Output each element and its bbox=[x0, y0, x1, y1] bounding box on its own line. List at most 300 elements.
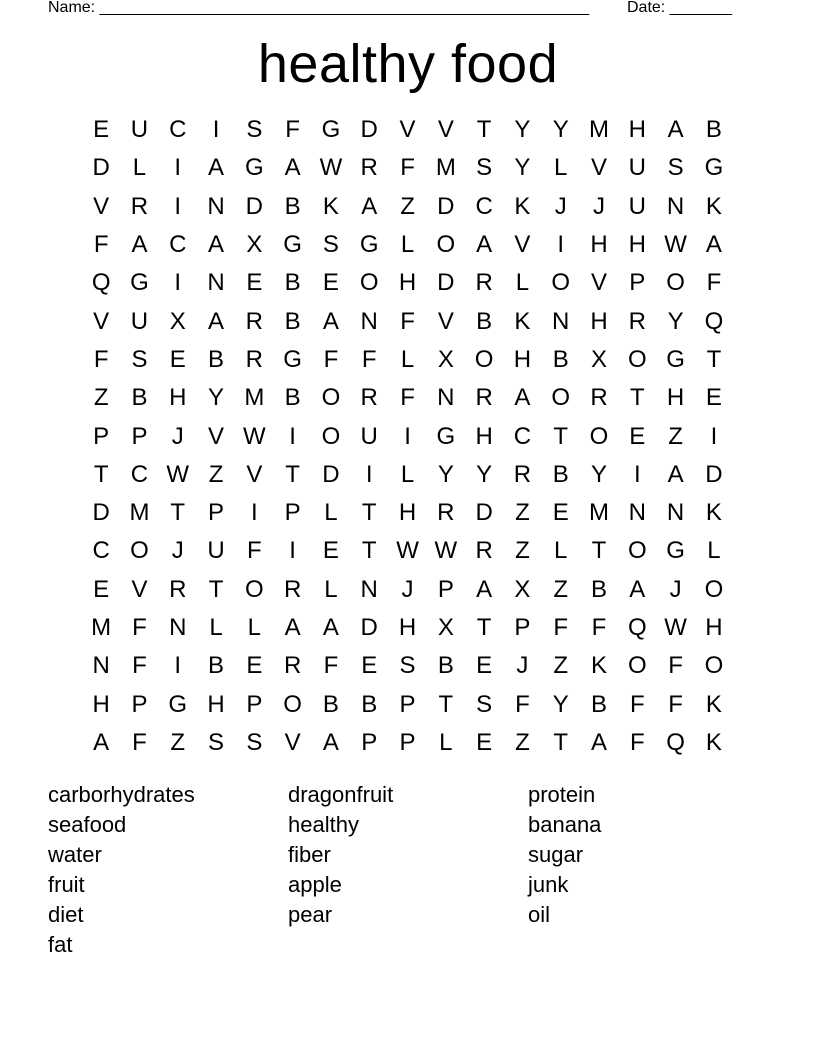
grid-letter: H bbox=[628, 116, 646, 144]
grid-letter: I bbox=[212, 116, 220, 144]
grid-letter: B bbox=[208, 345, 225, 373]
grid-letter: P bbox=[514, 614, 531, 641]
grid-letter: C bbox=[169, 231, 187, 259]
grid-row bbox=[82, 571, 733, 609]
grid-letter: U bbox=[360, 422, 378, 450]
grid-letter: T bbox=[285, 460, 300, 488]
grid-letter: N bbox=[360, 307, 378, 335]
grid-row bbox=[82, 532, 733, 570]
word-bank-item: fat bbox=[48, 932, 73, 957]
grid-letter: O bbox=[551, 269, 571, 297]
grid-letter: A bbox=[284, 154, 301, 182]
grid-letter: S bbox=[131, 345, 148, 373]
grid-row bbox=[82, 188, 733, 226]
grid-letter: V bbox=[591, 269, 608, 297]
grid-letter: M bbox=[129, 499, 150, 527]
grid-letter: F bbox=[323, 345, 339, 373]
grid-letter: E bbox=[246, 269, 263, 297]
grid-letter: R bbox=[475, 269, 493, 297]
grid-letter: F bbox=[132, 614, 147, 641]
grid-letter: T bbox=[629, 384, 645, 412]
word-bank bbox=[48, 780, 768, 960]
grid-letter: R bbox=[283, 652, 302, 680]
grid-row bbox=[82, 341, 733, 379]
word-bank-item: healthy bbox=[288, 812, 359, 837]
grid-letter: E bbox=[169, 345, 186, 373]
grid-row bbox=[82, 494, 733, 532]
grid-letter: E bbox=[93, 116, 110, 144]
grid-letter: F bbox=[629, 690, 645, 718]
grid-letter: A bbox=[667, 116, 684, 144]
grid-letter: F bbox=[132, 652, 147, 680]
grid-letter: Q bbox=[704, 307, 724, 335]
grid-letter: H bbox=[475, 422, 493, 450]
grid-letter: B bbox=[552, 460, 569, 488]
grid-letter: N bbox=[666, 192, 685, 220]
grid-letter: R bbox=[245, 307, 263, 335]
grid-letter: F bbox=[668, 652, 683, 680]
grid-letter: D bbox=[360, 614, 378, 641]
grid-letter: S bbox=[667, 154, 684, 182]
grid-row bbox=[82, 724, 733, 762]
grid-letter: I bbox=[174, 269, 182, 297]
grid-letter: E bbox=[246, 652, 263, 680]
grid-letter: H bbox=[92, 690, 110, 718]
grid-letter: X bbox=[246, 231, 263, 259]
page-title: healthy food bbox=[257, 34, 559, 94]
grid-row bbox=[82, 264, 733, 302]
grid-letter: O bbox=[436, 231, 456, 259]
word-bank-item: carborhydrates bbox=[48, 782, 195, 807]
grid-letter: H bbox=[590, 307, 608, 335]
grid-letter: V bbox=[93, 192, 110, 220]
grid-letter: B bbox=[591, 575, 608, 603]
grid-letter: L bbox=[400, 345, 415, 373]
grid-letter: B bbox=[208, 652, 225, 680]
grid-letter: F bbox=[93, 345, 109, 373]
grid-letter: M bbox=[244, 384, 265, 412]
grid-letter: A bbox=[705, 231, 722, 259]
grid-letter: J bbox=[171, 537, 184, 565]
grid-letter: E bbox=[322, 537, 339, 565]
grid-letter: T bbox=[93, 460, 109, 488]
grid-letter: W bbox=[243, 422, 266, 450]
grid-letter: L bbox=[515, 269, 530, 297]
grid-letter: A bbox=[131, 231, 148, 259]
grid-letter: Y bbox=[514, 116, 531, 144]
grid-letter: V bbox=[591, 154, 608, 182]
grid-letter: O bbox=[321, 422, 341, 450]
grid-letter: E bbox=[476, 728, 493, 756]
grid-letter: Y bbox=[514, 154, 531, 182]
grid-letter: Y bbox=[667, 307, 684, 335]
grid-letter: F bbox=[706, 269, 722, 297]
grid-letter: J bbox=[171, 422, 184, 450]
grid-letter: A bbox=[322, 307, 339, 335]
grid-letter: H bbox=[590, 231, 608, 259]
grid-letter: R bbox=[590, 384, 608, 412]
grid-letter: V bbox=[246, 460, 263, 488]
grid-letter: C bbox=[513, 422, 532, 450]
word-bank-item: protein bbox=[528, 782, 596, 807]
grid-letter: Z bbox=[208, 460, 224, 488]
grid-letter: F bbox=[247, 537, 262, 565]
grid-letter: M bbox=[589, 116, 609, 144]
grid-letter: F bbox=[400, 384, 415, 412]
grid-letter: F bbox=[400, 154, 415, 182]
grid-letter: R bbox=[628, 307, 646, 335]
grid-letter: G bbox=[436, 422, 456, 450]
grid-letter: I bbox=[404, 422, 411, 450]
grid-letter: G bbox=[130, 269, 149, 297]
grid-letter: Q bbox=[627, 614, 647, 641]
grid-letter: F bbox=[400, 307, 415, 335]
grid-letter: G bbox=[359, 231, 379, 259]
grid-letter: A bbox=[591, 728, 608, 756]
grid-letter: H bbox=[398, 269, 417, 297]
grid-letter: Z bbox=[515, 499, 530, 527]
grid-letter: Z bbox=[170, 728, 186, 756]
grid-letter: R bbox=[513, 460, 532, 488]
grid-letter: C bbox=[169, 116, 187, 144]
grid-letter: G bbox=[245, 154, 264, 182]
grid-letter: B bbox=[131, 384, 148, 412]
grid-letter: A bbox=[322, 728, 339, 756]
grid-letter: Y bbox=[437, 460, 454, 488]
grid-letter: Z bbox=[553, 575, 569, 603]
grid-letter: B bbox=[284, 269, 301, 297]
grid-letter: Q bbox=[666, 728, 685, 756]
grid-letter: O bbox=[474, 345, 494, 373]
grid-letter: Q bbox=[91, 269, 111, 297]
grid-letter: S bbox=[476, 154, 493, 182]
grid-letter: T bbox=[361, 499, 377, 527]
grid-letter: O bbox=[551, 384, 571, 412]
grid-letter: M bbox=[589, 499, 609, 527]
grid-letter: D bbox=[475, 499, 493, 527]
grid-row bbox=[82, 111, 733, 149]
grid-letter: S bbox=[208, 728, 225, 756]
grid-letter: H bbox=[705, 614, 723, 641]
grid-letter: D bbox=[705, 460, 723, 488]
grid-letter: I bbox=[289, 422, 296, 450]
grid-row bbox=[82, 302, 733, 340]
word-bank-column bbox=[288, 780, 528, 960]
grid-letter: O bbox=[359, 269, 379, 297]
grid-letter: B bbox=[361, 690, 378, 718]
grid-letter: B bbox=[705, 116, 722, 144]
grid-letter: T bbox=[553, 422, 569, 450]
grid-letter: E bbox=[476, 652, 493, 680]
grid-letter: C bbox=[92, 537, 110, 565]
grid-letter: I bbox=[710, 422, 718, 450]
grid-letter: G bbox=[321, 116, 341, 144]
grid-letter: S bbox=[322, 231, 339, 259]
grid-letter: H bbox=[169, 384, 187, 412]
grid-letter: J bbox=[593, 192, 605, 220]
grid-letter: B bbox=[322, 690, 339, 718]
grid-letter: L bbox=[554, 537, 568, 565]
grid-letter: E bbox=[629, 422, 646, 450]
grid-letter: N bbox=[169, 614, 187, 641]
grid-letter: I bbox=[289, 537, 296, 565]
word-bank-item: dragonfruit bbox=[288, 782, 394, 807]
grid-letter: V bbox=[131, 575, 148, 603]
grid-letter: R bbox=[169, 575, 187, 603]
grid-letter: V bbox=[437, 307, 454, 335]
grid-letter: F bbox=[629, 728, 645, 756]
grid-letter: L bbox=[132, 154, 147, 182]
grid-letter: H bbox=[398, 614, 417, 641]
grid-letter: F bbox=[93, 231, 109, 259]
grid-letter: O bbox=[666, 269, 685, 297]
grid-letter: F bbox=[591, 614, 607, 641]
grid-letter: X bbox=[591, 345, 608, 373]
grid-letter: F bbox=[668, 690, 683, 718]
grid-letter: K bbox=[322, 192, 339, 220]
word-bank-column bbox=[528, 780, 768, 960]
grid-letter: E bbox=[93, 575, 110, 603]
grid-letter: K bbox=[705, 728, 722, 756]
word-bank-item: apple bbox=[288, 872, 342, 897]
grid-letter: N bbox=[437, 384, 455, 412]
grid-letter: D bbox=[437, 269, 455, 297]
grid-letter: T bbox=[438, 690, 454, 718]
grid-letter: V bbox=[399, 116, 416, 144]
grid-letter: Z bbox=[668, 422, 683, 450]
grid-letter: R bbox=[437, 499, 455, 527]
grid-letter: X bbox=[514, 575, 531, 603]
grid-letter: C bbox=[475, 192, 493, 220]
grid-letter: O bbox=[589, 422, 609, 450]
grid-letter: W bbox=[664, 231, 687, 259]
grid-letter: F bbox=[323, 652, 339, 680]
grid-letter: L bbox=[400, 231, 415, 259]
grid-letter: N bbox=[628, 499, 646, 527]
grid-letter: T bbox=[476, 116, 492, 144]
grid-letter: D bbox=[360, 116, 378, 144]
grid-letter: O bbox=[283, 690, 302, 718]
grid-letter: C bbox=[130, 460, 149, 488]
grid-letter: D bbox=[92, 154, 110, 182]
grid-letter: P bbox=[361, 728, 378, 756]
grid-letter: A bbox=[667, 460, 684, 488]
grid-letter: N bbox=[360, 575, 378, 603]
grid-letter: A bbox=[514, 384, 531, 412]
grid-letter: W bbox=[434, 537, 458, 565]
grid-letter: E bbox=[552, 499, 569, 527]
grid-letter: L bbox=[400, 460, 415, 488]
grid-letter: O bbox=[704, 652, 724, 680]
grid-letter: L bbox=[439, 728, 453, 756]
grid-letter: V bbox=[514, 231, 531, 259]
grid-letter: B bbox=[284, 384, 301, 412]
grid-letter: H bbox=[398, 499, 417, 527]
grid-letter: W bbox=[166, 460, 190, 488]
grid-letter: A bbox=[93, 728, 110, 756]
grid-row bbox=[82, 417, 733, 455]
grid-letter: K bbox=[705, 192, 722, 220]
grid-letter: G bbox=[168, 690, 188, 718]
grid-letter: D bbox=[245, 192, 263, 220]
grid-letter: A bbox=[322, 614, 339, 641]
grid-letter: Y bbox=[591, 460, 608, 488]
grid-letter: I bbox=[557, 231, 565, 259]
word-bank-item: seafood bbox=[48, 812, 127, 837]
grid-letter: P bbox=[208, 499, 225, 527]
grid-letter: G bbox=[283, 231, 302, 259]
grid-letter: N bbox=[207, 192, 225, 220]
grid-letter: A bbox=[361, 192, 378, 220]
grid-letter: F bbox=[361, 345, 377, 373]
grid-letter: G bbox=[283, 345, 302, 373]
grid-letter: S bbox=[476, 690, 493, 718]
grid-letter: T bbox=[553, 728, 569, 756]
grid-letter: I bbox=[174, 192, 182, 220]
grid-letter: U bbox=[628, 192, 646, 220]
grid-row bbox=[82, 149, 733, 187]
grid-letter: T bbox=[476, 614, 492, 641]
grid-letter: E bbox=[322, 269, 339, 297]
grid-row bbox=[82, 456, 733, 494]
grid-letter: X bbox=[437, 614, 454, 641]
word-bank-item: diet bbox=[48, 902, 84, 927]
grid-letter: A bbox=[476, 575, 493, 603]
grid-letter: R bbox=[475, 537, 493, 565]
grid-letter: N bbox=[666, 499, 685, 527]
grid-letter: E bbox=[361, 652, 378, 680]
grid-letter: M bbox=[435, 154, 456, 182]
word-bank-item: fruit bbox=[48, 872, 85, 897]
grid-letter: A bbox=[284, 614, 301, 641]
grid-letter: K bbox=[591, 652, 608, 680]
word-bank-item: fiber bbox=[288, 842, 331, 867]
grid-letter: L bbox=[247, 614, 262, 641]
grid-letter: R bbox=[360, 154, 378, 182]
word-bank-item: oil bbox=[528, 902, 551, 927]
grid-letter: O bbox=[627, 345, 647, 373]
grid-letter: A bbox=[208, 154, 225, 182]
grid-letter: V bbox=[437, 116, 454, 144]
grid-letter: S bbox=[246, 728, 263, 756]
grid-letter: H bbox=[628, 231, 646, 259]
grid-letter: M bbox=[91, 614, 112, 641]
grid-letter: P bbox=[246, 690, 263, 718]
date-field: Date: _______ bbox=[627, 0, 732, 16]
grid-letter: D bbox=[437, 192, 455, 220]
grid-letter: B bbox=[284, 192, 301, 220]
grid-letter: L bbox=[707, 537, 721, 565]
header bbox=[48, 0, 748, 18]
grid-letter: I bbox=[174, 652, 182, 680]
grid-letter: E bbox=[705, 384, 722, 412]
name-field: Name: _______________________________________________________ bbox=[48, 0, 589, 16]
grid-letter: T bbox=[591, 537, 607, 565]
grid-letter: P bbox=[437, 575, 454, 603]
grid-letter: J bbox=[516, 652, 529, 680]
grid-letter: L bbox=[209, 614, 223, 641]
grid-letter: Y bbox=[552, 690, 569, 718]
grid-letter: S bbox=[246, 116, 263, 144]
grid-letter: O bbox=[627, 537, 647, 565]
grid-row bbox=[82, 379, 733, 417]
grid-letter: P bbox=[131, 690, 148, 718]
grid-row bbox=[82, 609, 733, 647]
grid-letter: V bbox=[284, 728, 301, 756]
grid-letter: O bbox=[245, 575, 264, 603]
grid-letter: H bbox=[666, 384, 685, 412]
grid-letter: L bbox=[324, 499, 338, 527]
grid-letter: X bbox=[169, 307, 186, 335]
grid-letter: F bbox=[553, 614, 569, 641]
grid-row bbox=[82, 685, 733, 723]
grid-letter: Z bbox=[93, 384, 109, 412]
grid-letter: Z bbox=[515, 728, 530, 756]
word-search-grid bbox=[82, 111, 733, 762]
grid-row bbox=[82, 226, 733, 264]
grid-letter: O bbox=[130, 537, 149, 565]
grid-letter: B bbox=[591, 690, 608, 718]
word-bank-column bbox=[48, 780, 288, 960]
grid-letter: L bbox=[324, 575, 338, 603]
word-bank-item: junk bbox=[528, 872, 569, 897]
grid-letter: R bbox=[475, 384, 493, 412]
grid-row bbox=[82, 647, 733, 685]
grid-letter: R bbox=[360, 384, 378, 412]
grid-letter: B bbox=[552, 345, 569, 373]
grid-letter: V bbox=[208, 422, 225, 450]
grid-letter: O bbox=[704, 575, 724, 603]
grid-letter: T bbox=[361, 537, 377, 565]
grid-letter: O bbox=[321, 384, 341, 412]
grid-letter: R bbox=[283, 575, 302, 603]
grid-letter: I bbox=[251, 499, 258, 527]
grid-letter: K bbox=[705, 499, 722, 527]
grid-letter: Y bbox=[552, 116, 569, 144]
grid-letter: H bbox=[207, 690, 225, 718]
grid-letter: U bbox=[628, 154, 646, 182]
grid-letter: L bbox=[554, 154, 568, 182]
grid-letter: I bbox=[365, 460, 373, 488]
grid-letter: K bbox=[705, 690, 722, 718]
word-bank-item: banana bbox=[528, 812, 602, 837]
grid-letter: N bbox=[207, 269, 225, 297]
grid-letter: R bbox=[245, 345, 263, 373]
grid-letter: A bbox=[629, 575, 646, 603]
grid-letter: G bbox=[704, 154, 724, 182]
grid-letter: Z bbox=[553, 652, 569, 680]
grid-letter: Y bbox=[208, 384, 225, 412]
grid-letter: P bbox=[93, 422, 110, 450]
grid-letter: H bbox=[513, 345, 532, 373]
grid-letter: T bbox=[706, 345, 722, 373]
grid-letter: I bbox=[174, 154, 182, 182]
grid-letter: Y bbox=[476, 460, 493, 488]
grid-letter: F bbox=[515, 690, 530, 718]
grid-letter: U bbox=[207, 537, 225, 565]
grid-letter: W bbox=[664, 614, 687, 641]
grid-letter: S bbox=[399, 652, 416, 680]
grid-letter: P bbox=[284, 499, 301, 527]
grid-letter: B bbox=[476, 307, 493, 335]
grid-letter: W bbox=[319, 154, 343, 182]
grid-letter: B bbox=[284, 307, 301, 335]
grid-letter: D bbox=[322, 460, 340, 488]
grid-letter: D bbox=[92, 499, 110, 527]
grid-letter: U bbox=[130, 116, 149, 144]
grid-letter: W bbox=[396, 537, 419, 565]
grid-letter: J bbox=[669, 575, 682, 603]
